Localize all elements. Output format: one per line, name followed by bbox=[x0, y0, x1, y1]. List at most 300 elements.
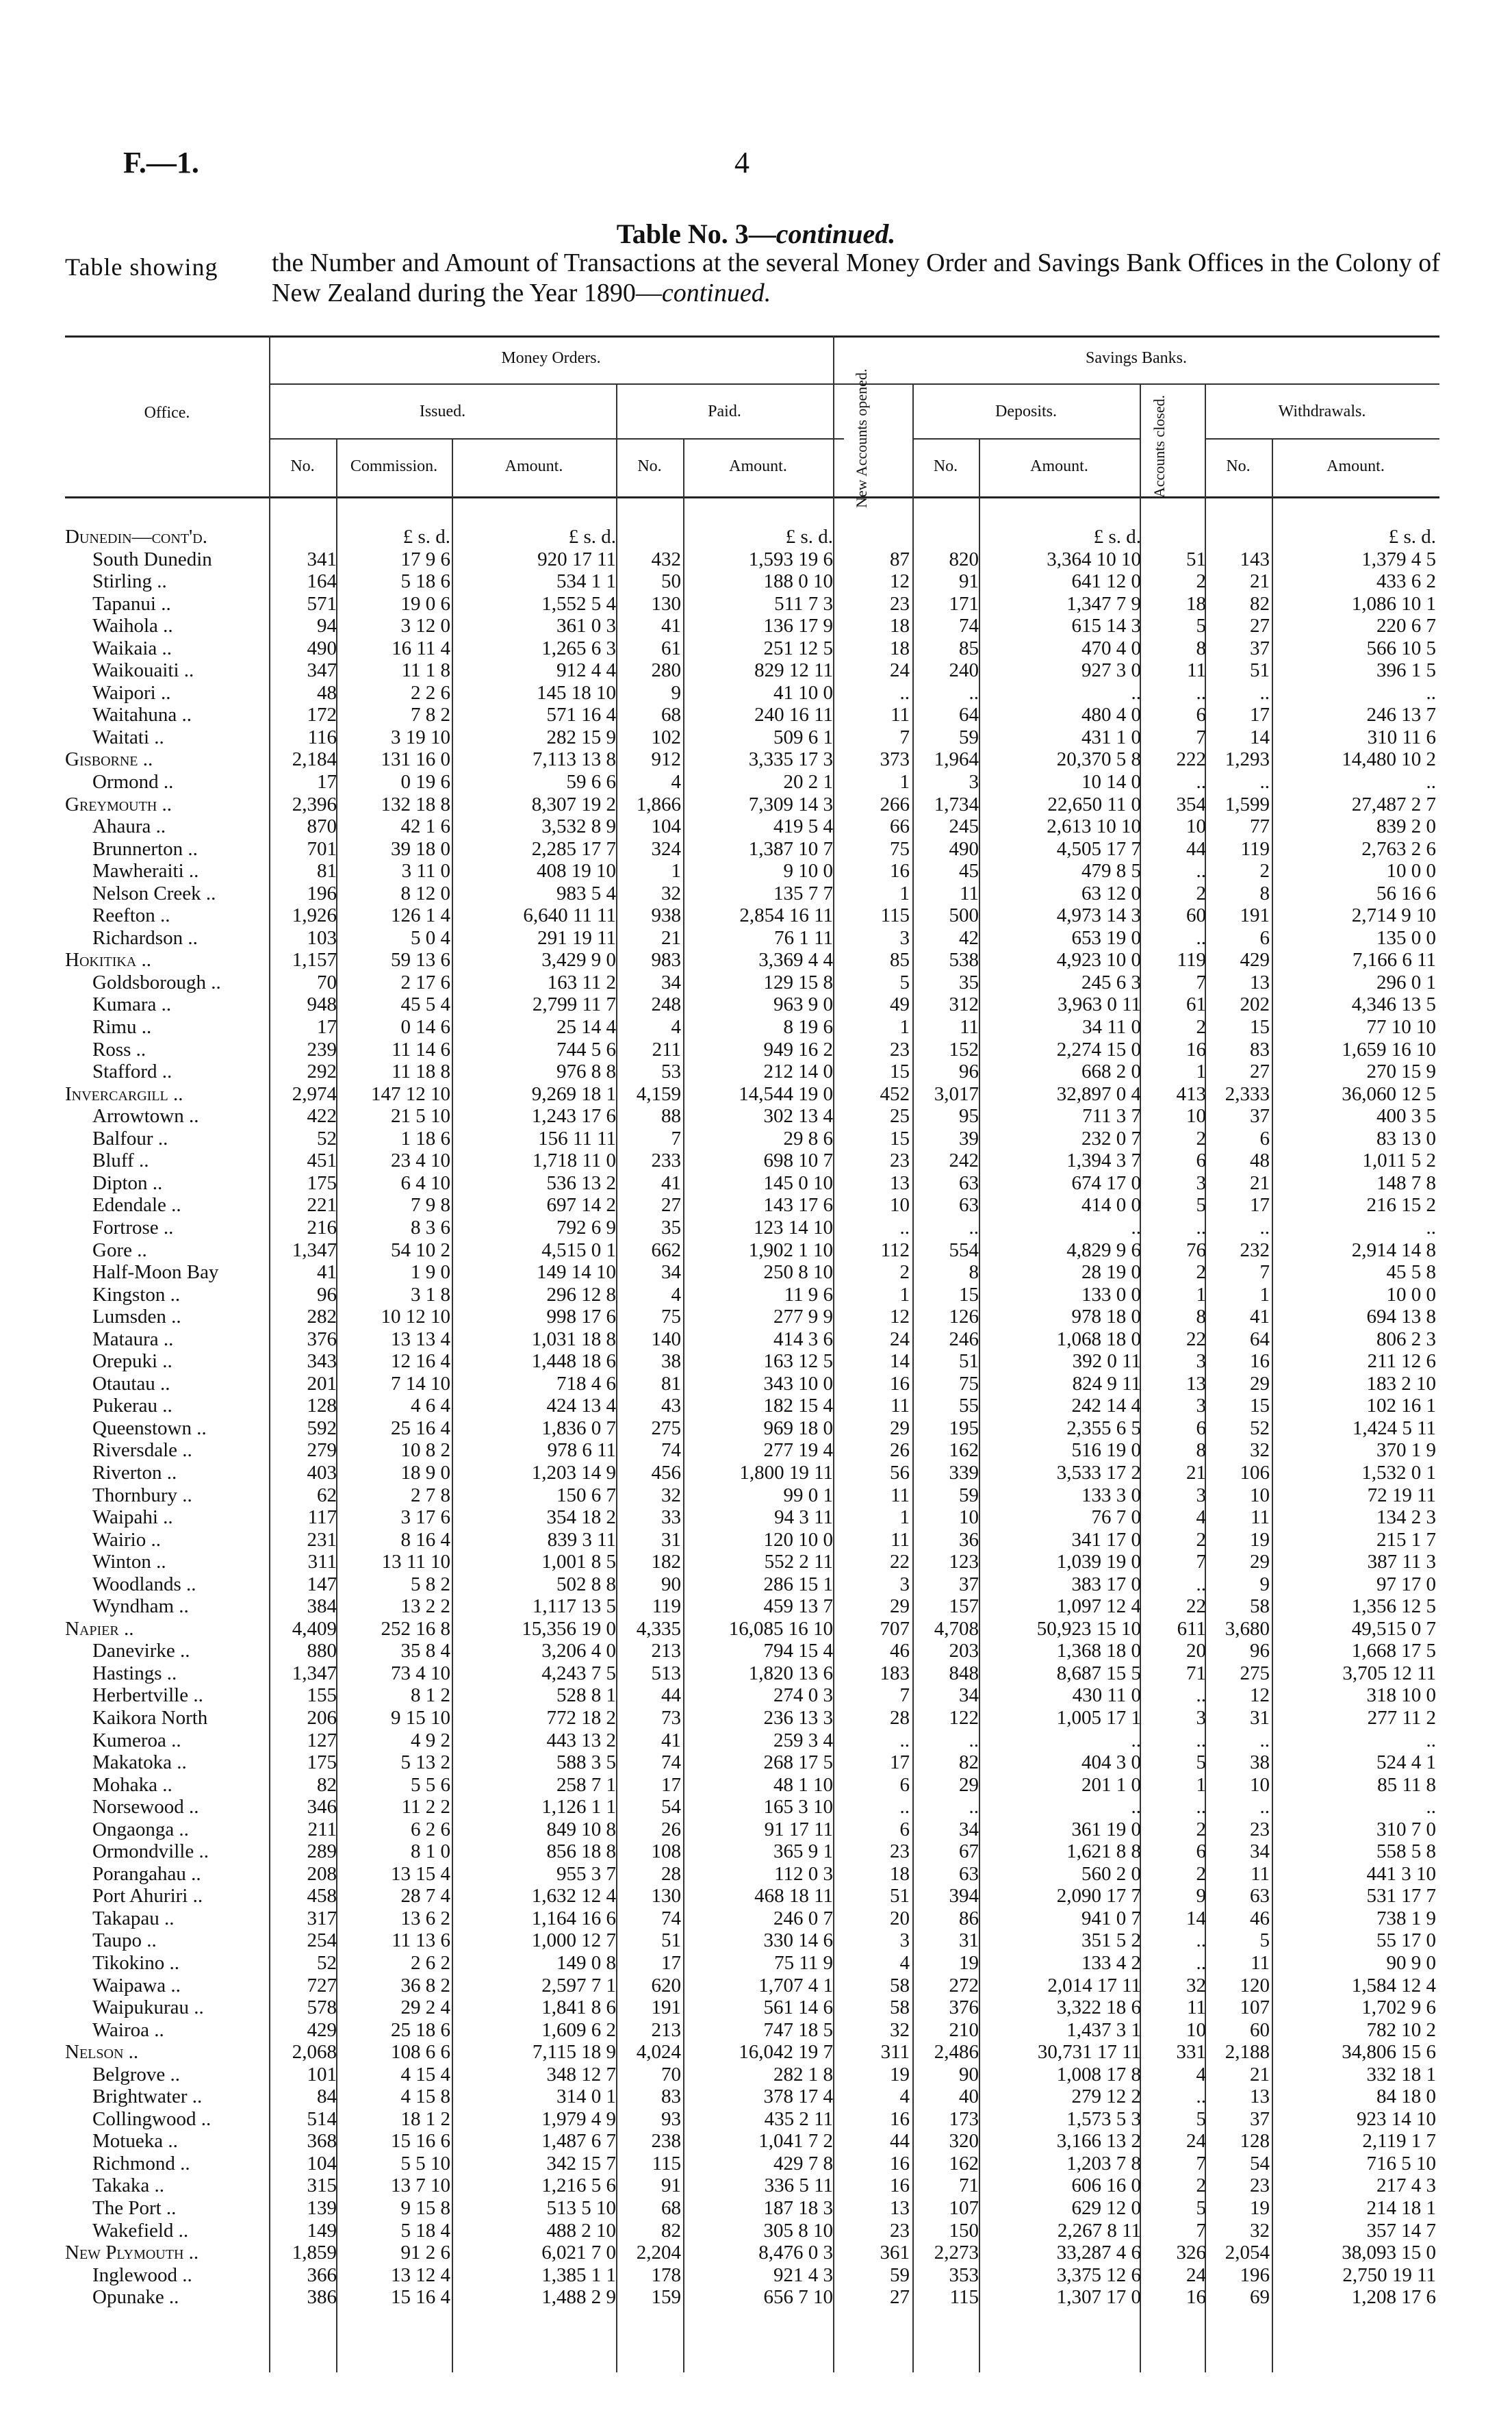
cell-issued-amount: 354 18 2 bbox=[546, 1506, 616, 1529]
cell-deposits-no: 95 bbox=[959, 1105, 979, 1128]
cell-office: Taupo .. bbox=[92, 1929, 157, 1952]
cell-commission: 126 1 4 bbox=[391, 904, 450, 927]
cell-paid-amount: 511 7 3 bbox=[774, 592, 833, 615]
cell-new-accounts: 2 bbox=[899, 1261, 910, 1284]
table-row bbox=[65, 1284, 1439, 1306]
cell-issued-amount: 744 5 6 bbox=[556, 1038, 616, 1061]
cell-accounts-closed: 1 bbox=[1196, 1061, 1206, 1083]
cell-commission: 25 18 6 bbox=[391, 2018, 450, 2041]
cell-commission: 73 4 10 bbox=[391, 1662, 450, 1684]
table-row bbox=[65, 615, 1439, 637]
cell-deposits-no: 71 bbox=[959, 2175, 979, 2197]
cell-issued-no: 103 bbox=[307, 926, 337, 949]
cell-accounts-closed: 6 bbox=[1196, 1150, 1206, 1172]
cell-issued-no: 571 bbox=[307, 592, 337, 615]
cell-accounts-closed: 32 bbox=[1186, 1974, 1206, 1996]
cell-paid-amount: 16,085 16 10 bbox=[728, 1617, 833, 1640]
cell-deposits-amount: 2,267 8 11 bbox=[1057, 2219, 1141, 2242]
cell-deposits-amount: 341 17 0 bbox=[1071, 1528, 1141, 1551]
cell-commission: 4 9 2 bbox=[411, 1729, 450, 1751]
cell-withdrawals-no: 23 bbox=[1250, 1818, 1270, 1840]
cell-office: Ahaura .. bbox=[92, 815, 166, 838]
cell-commission: 18 1 2 bbox=[400, 2107, 450, 2130]
cell-withdrawals-no: 21 bbox=[1250, 2063, 1270, 2086]
cell-deposits-amount: 63 12 0 bbox=[1081, 882, 1141, 904]
cell-commission: 5 13 2 bbox=[400, 1751, 450, 1774]
cell-paid-amount: 212 14 0 bbox=[763, 1061, 833, 1083]
cell-deposits-no: 157 bbox=[949, 1595, 979, 1618]
cell-office: Makatoka .. bbox=[92, 1751, 187, 1774]
cell-issued-no: 403 bbox=[307, 1461, 337, 1484]
cell-withdrawals-no: 32 bbox=[1250, 2219, 1270, 2242]
cell-new-accounts: 311 bbox=[880, 2041, 910, 2064]
cell-withdrawals-amount: 1,208 17 6 bbox=[1351, 2286, 1436, 2309]
cell-paid-no: 32 bbox=[661, 1484, 681, 1506]
cell-new-accounts: 58 bbox=[890, 1996, 910, 2019]
cell-paid-no: 1 bbox=[671, 860, 681, 883]
caption-lead: Table showing bbox=[65, 253, 218, 281]
cell-accounts-closed: 2 bbox=[1196, 1528, 1206, 1551]
cell-paid-no: 73 bbox=[661, 1706, 681, 1729]
cell-deposits-amount: 516 19 0 bbox=[1071, 1439, 1141, 1462]
cell-issued-amount: 1,203 14 9 bbox=[531, 1461, 616, 1484]
cell-office: Mohaka .. bbox=[92, 1773, 172, 1796]
cell-deposits-amount: 3,322 18 6 bbox=[1056, 1996, 1141, 2019]
cell-paid-no: 191 bbox=[651, 1996, 681, 2019]
cell-accounts-closed: 5 bbox=[1196, 1751, 1206, 1774]
cell-commission: 5 5 10 bbox=[400, 2152, 450, 2175]
cell-office: Stirling .. bbox=[92, 570, 167, 593]
cell-paid-no: 4 bbox=[671, 1283, 681, 1306]
cell-new-accounts: 24 bbox=[890, 659, 910, 682]
cell-office: Otautau .. bbox=[92, 1372, 170, 1395]
page-number: 4 bbox=[734, 146, 749, 179]
cell-issued-no: 347 bbox=[307, 659, 337, 682]
column-header-issued-amount: Amount. bbox=[504, 457, 563, 475]
cell-withdrawals-no: 8 bbox=[1259, 882, 1270, 904]
cell-office: Ross .. bbox=[92, 1038, 146, 1061]
cell-paid-amount: 120 10 0 bbox=[763, 1528, 833, 1551]
cell-deposits-no: 86 bbox=[959, 1907, 979, 1929]
cell-issued-amount: 361 0 3 bbox=[556, 615, 616, 637]
cell-paid-no: 324 bbox=[651, 837, 681, 860]
cell-issued-no: 147 bbox=[307, 1573, 337, 1595]
cell-office: Lumsden .. bbox=[92, 1306, 181, 1328]
cell-deposits-amount: 414 0 0 bbox=[1081, 1194, 1141, 1217]
cell-new-accounts: 13 bbox=[890, 2197, 910, 2220]
cell-office: Kingston .. bbox=[92, 1283, 181, 1306]
cell-accounts-closed: 2 bbox=[1196, 1261, 1206, 1284]
cell-office: Waikaia .. bbox=[92, 637, 172, 659]
cell-issued-no: 948 bbox=[307, 993, 337, 1016]
cell-office: Waitati .. bbox=[92, 726, 164, 748]
cell-paid-no: 4,024 bbox=[636, 2041, 681, 2064]
cell-commission: 0 14 6 bbox=[400, 1016, 450, 1039]
cell-paid-amount: 123 14 10 bbox=[754, 1216, 833, 1239]
cell-issued-amount: 1,609 6 2 bbox=[541, 2018, 616, 2041]
cell-withdrawals-amount: 4,346 13 5 bbox=[1351, 993, 1436, 1016]
cell-issued-amount: 2,285 17 7 bbox=[531, 837, 616, 860]
cell-issued-amount: 1,632 12 4 bbox=[531, 1885, 616, 1907]
cell-withdrawals-no: 5 bbox=[1259, 1929, 1270, 1952]
cell-withdrawals-no: 38 bbox=[1250, 1751, 1270, 1774]
cell-deposits-amount: 4,923 10 0 bbox=[1056, 949, 1141, 972]
cell-paid-no: 41 bbox=[661, 1171, 681, 1194]
table-row bbox=[65, 2019, 1439, 2042]
cell-deposits-amount: 629 12 0 bbox=[1071, 2197, 1141, 2220]
column-header-accounts-closed: Accounts closed. bbox=[1151, 394, 1168, 498]
cell-accounts-closed: 2 bbox=[1196, 1127, 1206, 1150]
cell-office: Opunake .. bbox=[92, 2286, 179, 2309]
column-header-paid: Paid. bbox=[708, 403, 741, 420]
cell-commission: 6 2 6 bbox=[411, 1818, 450, 1840]
cell-withdrawals-no: 64 bbox=[1250, 1328, 1270, 1350]
cell-deposits-amount: 2,014 17 11 bbox=[1047, 1974, 1141, 1996]
cell-new-accounts: 13 bbox=[890, 1171, 910, 1194]
cell-withdrawals-no: 29 bbox=[1250, 1372, 1270, 1395]
cell-office: Rimu .. bbox=[92, 1016, 152, 1039]
table-row bbox=[65, 883, 1439, 905]
table-row bbox=[65, 2086, 1439, 2108]
cell-withdrawals-no: 58 bbox=[1250, 1595, 1270, 1618]
cell-paid-no: 108 bbox=[651, 1840, 681, 1863]
cell-issued-no: 451 bbox=[307, 1150, 337, 1172]
cell-paid-no: 90 bbox=[661, 1573, 681, 1595]
cell-paid-amount: 259 3 4 bbox=[773, 1729, 833, 1751]
header-bottom-rule bbox=[65, 496, 1439, 498]
cell-withdrawals-no: 12 bbox=[1250, 1684, 1270, 1707]
cell-deposits-amount: 279 12 2 bbox=[1071, 2086, 1141, 2108]
cell-withdrawals-no: 82 bbox=[1250, 592, 1270, 615]
cell-office: The Port .. bbox=[92, 2197, 177, 2220]
cell-commission: 3 11 0 bbox=[401, 860, 450, 883]
cell-deposits-amount: .. bbox=[1131, 1216, 1141, 1239]
cell-paid-amount: 365 9 1 bbox=[773, 1840, 833, 1863]
cell-commission: 132 18 8 bbox=[381, 793, 450, 815]
cell-paid-amount: 963 9 0 bbox=[773, 993, 833, 1016]
cell-deposits-amount: 978 18 0 bbox=[1071, 1306, 1141, 1328]
cell-issued-amount: 3,206 4 0 bbox=[541, 1640, 616, 1662]
cell-deposits-amount: 606 16 0 bbox=[1071, 2175, 1141, 2197]
cell-withdrawals-no: 96 bbox=[1250, 1640, 1270, 1662]
cell-paid-no: 182 bbox=[651, 1551, 681, 1573]
cell-paid-no: 35 bbox=[661, 1216, 681, 1239]
cell-new-accounts: 22 bbox=[890, 1551, 910, 1573]
cell-deposits-no: 45 bbox=[959, 860, 979, 883]
cell-paid-no: 983 bbox=[651, 949, 681, 972]
cell-withdrawals-amount: .. bbox=[1426, 1796, 1436, 1818]
cell-issued-no: 17 bbox=[317, 1016, 337, 1039]
cell-commission: 6 4 10 bbox=[400, 1171, 450, 1194]
table-row bbox=[65, 1306, 1439, 1328]
cell-accounts-closed: 331 bbox=[1176, 2041, 1206, 2064]
cell-accounts-closed: 21 bbox=[1186, 1461, 1206, 1484]
cell-issued-amount: 149 0 8 bbox=[556, 1952, 616, 1974]
cell-issued-amount: 314 0 1 bbox=[556, 2086, 616, 2108]
cell-new-accounts: 27 bbox=[890, 2286, 910, 2309]
cell-paid-amount: 112 0 3 bbox=[774, 1862, 833, 1885]
table-row bbox=[65, 526, 1439, 548]
cell-new-accounts: .. bbox=[899, 1729, 910, 1751]
cell-accounts-closed: 7 bbox=[1196, 2152, 1206, 2175]
cell-office: Norsewood .. bbox=[92, 1796, 199, 1818]
cell-deposits-amount: 404 3 0 bbox=[1081, 1751, 1141, 1774]
cell-office: Stafford .. bbox=[92, 1061, 172, 1083]
cell-accounts-closed: 119 bbox=[1177, 949, 1206, 972]
unit-label: £ s. d. bbox=[568, 526, 616, 548]
cell-withdrawals-no: 31 bbox=[1250, 1706, 1270, 1729]
cell-issued-no: 701 bbox=[307, 837, 337, 860]
cell-issued-no: 82 bbox=[317, 1773, 337, 1796]
cell-issued-no: 84 bbox=[317, 2086, 337, 2108]
cell-issued-amount: 1,488 2 9 bbox=[541, 2286, 616, 2309]
cell-new-accounts: 3 bbox=[899, 926, 910, 949]
cell-paid-amount: 188 0 10 bbox=[763, 570, 833, 593]
cell-paid-no: 34 bbox=[661, 971, 681, 993]
cell-deposits-amount: 20,370 5 8 bbox=[1056, 748, 1141, 771]
cell-deposits-no: 394 bbox=[949, 1885, 979, 1907]
cell-commission: 16 11 4 bbox=[392, 637, 450, 659]
cell-issued-amount: 588 3 5 bbox=[556, 1751, 616, 1774]
cell-paid-amount: 1,593 19 6 bbox=[748, 548, 833, 570]
column-header-withdrawals-amount: Amount. bbox=[1327, 457, 1385, 475]
cell-withdrawals-no: 1,293 bbox=[1225, 748, 1270, 771]
cell-withdrawals-amount: 1,379 4 5 bbox=[1361, 548, 1436, 570]
cell-paid-no: 93 bbox=[661, 2107, 681, 2130]
cell-paid-no: 21 bbox=[661, 926, 681, 949]
cell-deposits-no: .. bbox=[969, 681, 979, 704]
caption-body bbox=[272, 248, 1476, 308]
cell-withdrawals-no: .. bbox=[1259, 771, 1270, 794]
cell-paid-amount: 94 3 11 bbox=[774, 1506, 833, 1529]
cell-issued-no: 41 bbox=[317, 1261, 337, 1284]
cell-deposits-amount: 32,897 0 4 bbox=[1056, 1082, 1141, 1105]
cell-paid-no: 102 bbox=[651, 726, 681, 748]
cell-paid-no: 41 bbox=[661, 615, 681, 637]
cell-commission: 28 7 4 bbox=[400, 1885, 450, 1907]
cell-accounts-closed: 22 bbox=[1186, 1328, 1206, 1350]
table-row bbox=[65, 2153, 1439, 2175]
cell-withdrawals-amount: 211 12 6 bbox=[1367, 1350, 1436, 1373]
table-row bbox=[65, 1373, 1439, 1395]
column-header-savings-banks: Savings Banks. bbox=[1085, 349, 1187, 367]
table-row bbox=[65, 794, 1439, 816]
cell-withdrawals-amount: 782 10 2 bbox=[1366, 2018, 1436, 2041]
table-row bbox=[65, 1462, 1439, 1484]
cell-paid-no: 88 bbox=[661, 1105, 681, 1128]
cell-new-accounts: 6 bbox=[899, 1818, 910, 1840]
cell-withdrawals-amount: 77 10 10 bbox=[1366, 1016, 1436, 1039]
cell-deposits-amount: 674 17 0 bbox=[1071, 1171, 1141, 1194]
cell-paid-no: 275 bbox=[651, 1417, 681, 1439]
table-row bbox=[65, 1150, 1439, 1172]
cell-issued-no: 164 bbox=[307, 570, 337, 593]
cell-deposits-no: 272 bbox=[949, 1974, 979, 1996]
cell-commission: 13 7 10 bbox=[391, 2175, 450, 2197]
table-row bbox=[65, 1016, 1439, 1039]
cell-deposits-no: 376 bbox=[949, 1996, 979, 2019]
cell-paid-amount: 1,800 19 11 bbox=[739, 1461, 833, 1484]
cell-office: Takapau .. bbox=[92, 1907, 175, 1929]
cell-deposits-no: 240 bbox=[949, 659, 979, 682]
cell-issued-no: 368 bbox=[307, 2130, 337, 2153]
cell-paid-amount: 1,707 4 1 bbox=[758, 1974, 833, 1996]
table-row bbox=[65, 1573, 1439, 1596]
cell-paid-no: 238 bbox=[651, 2130, 681, 2153]
cell-commission: 7 8 2 bbox=[411, 704, 450, 726]
table-row bbox=[65, 1863, 1439, 1886]
cell-withdrawals-no: 29 bbox=[1250, 1551, 1270, 1573]
cell-deposits-no: 59 bbox=[959, 1484, 979, 1506]
cell-issued-no: 870 bbox=[307, 815, 337, 838]
cell-new-accounts: 112 bbox=[880, 1239, 910, 1261]
table-row bbox=[65, 637, 1439, 660]
cell-deposits-no: 245 bbox=[949, 815, 979, 838]
cell-withdrawals-no: 37 bbox=[1250, 637, 1270, 659]
cell-paid-no: 938 bbox=[651, 904, 681, 927]
table-row bbox=[65, 993, 1439, 1016]
cell-new-accounts: 11 bbox=[890, 1528, 910, 1551]
cell-office: Riverton .. bbox=[92, 1461, 177, 1484]
cell-withdrawals-amount: 102 16 1 bbox=[1366, 1395, 1436, 1417]
cell-paid-amount: 9 10 0 bbox=[783, 860, 833, 883]
cell-paid-no: 33 bbox=[661, 1506, 681, 1529]
cell-issued-amount: 1,552 5 4 bbox=[541, 592, 616, 615]
cell-new-accounts: 23 bbox=[890, 1038, 910, 1061]
cell-paid-amount: 286 15 1 bbox=[763, 1573, 833, 1595]
cell-office: Queenstown .. bbox=[92, 1417, 207, 1439]
cell-withdrawals-no: 10 bbox=[1250, 1484, 1270, 1506]
cell-paid-no: 456 bbox=[651, 1461, 681, 1484]
cell-issued-no: 341 bbox=[307, 548, 337, 570]
cell-new-accounts: 49 bbox=[890, 993, 910, 1016]
cell-new-accounts: 23 bbox=[890, 1150, 910, 1172]
cell-issued-amount: 772 18 2 bbox=[546, 1706, 616, 1729]
cell-deposits-no: 123 bbox=[949, 1551, 979, 1573]
cell-accounts-closed: 71 bbox=[1186, 1662, 1206, 1684]
header-sub-rule bbox=[1205, 438, 1439, 440]
cell-accounts-closed: .. bbox=[1196, 1729, 1206, 1751]
cell-paid-amount: 250 8 10 bbox=[763, 1261, 833, 1284]
cell-office: Waihola .. bbox=[92, 615, 173, 637]
cell-issued-no: 2,068 bbox=[292, 2041, 337, 2064]
cell-issued-no: 2,184 bbox=[292, 748, 337, 771]
cell-withdrawals-no: 37 bbox=[1250, 2107, 1270, 2130]
cell-issued-amount: 258 7 1 bbox=[556, 1773, 616, 1796]
cell-commission: 39 18 0 bbox=[391, 837, 450, 860]
table-row bbox=[65, 1885, 1439, 1907]
cell-issued-no: 216 bbox=[307, 1216, 337, 1239]
cell-commission: 11 18 8 bbox=[392, 1061, 450, 1083]
cell-accounts-closed: 2 bbox=[1196, 570, 1206, 593]
cell-withdrawals-amount: 45 5 8 bbox=[1386, 1261, 1436, 1284]
cell-withdrawals-amount: 135 0 0 bbox=[1376, 926, 1436, 949]
cell-paid-amount: 698 10 7 bbox=[763, 1150, 833, 1172]
table-row bbox=[65, 2108, 1439, 2131]
cell-issued-amount: 1,979 4 9 bbox=[541, 2107, 616, 2130]
cell-paid-no: 662 bbox=[651, 1239, 681, 1261]
cell-accounts-closed: 7 bbox=[1196, 2219, 1206, 2242]
cell-deposits-amount: 361 19 0 bbox=[1071, 1818, 1141, 1840]
cell-commission: 45 5 4 bbox=[400, 993, 450, 1016]
cell-office: Riversdale .. bbox=[92, 1439, 192, 1462]
cell-accounts-closed: 5 bbox=[1196, 2107, 1206, 2130]
cell-paid-no: 74 bbox=[661, 1751, 681, 1774]
cell-issued-no: 254 bbox=[307, 1929, 337, 1952]
cell-issued-no: 4,409 bbox=[292, 1617, 337, 1640]
cell-deposits-no: 312 bbox=[949, 993, 979, 1016]
cell-issued-amount: 513 5 10 bbox=[546, 2197, 616, 2220]
cell-issued-amount: 2,597 7 1 bbox=[541, 1974, 616, 1996]
cell-deposits-no: 40 bbox=[959, 2086, 979, 2108]
cell-accounts-closed: 6 bbox=[1196, 1417, 1206, 1439]
cell-issued-amount: 4,515 0 1 bbox=[541, 1239, 616, 1261]
cell-commission: 5 18 6 bbox=[400, 570, 450, 593]
table-row bbox=[65, 1996, 1439, 2019]
cell-withdrawals-amount: 400 3 5 bbox=[1376, 1105, 1436, 1128]
cell-withdrawals-amount: 83 13 0 bbox=[1376, 1127, 1436, 1150]
cell-commission: 1 18 6 bbox=[400, 1127, 450, 1150]
cell-deposits-no: 107 bbox=[949, 2197, 979, 2220]
cell-paid-amount: 435 2 11 bbox=[764, 2107, 833, 2130]
cell-paid-no: 70 bbox=[661, 2063, 681, 2086]
cell-commission: 42 1 6 bbox=[400, 815, 450, 838]
cell-commission: 108 6 6 bbox=[391, 2041, 450, 2064]
cell-paid-amount: 187 18 3 bbox=[763, 2197, 833, 2220]
cell-deposits-no: 8 bbox=[969, 1261, 979, 1284]
column-header-deposits: Deposits. bbox=[995, 403, 1057, 420]
table-row bbox=[65, 838, 1439, 861]
cell-withdrawals-no: 275 bbox=[1240, 1662, 1270, 1684]
cell-issued-amount: 1,031 18 8 bbox=[531, 1328, 616, 1350]
cell-issued-amount: 3,532 8 9 bbox=[541, 815, 616, 838]
table-row bbox=[65, 1328, 1439, 1351]
cell-accounts-closed: 7 bbox=[1196, 971, 1206, 993]
cell-issued-no: 1,926 bbox=[292, 904, 337, 927]
cell-issued-amount: 1,265 6 3 bbox=[541, 637, 616, 659]
cell-withdrawals-amount: 310 7 0 bbox=[1376, 1818, 1436, 1840]
cell-paid-no: 159 bbox=[651, 2286, 681, 2309]
cell-new-accounts: 12 bbox=[890, 1306, 910, 1328]
cell-commission: 1 9 0 bbox=[411, 1261, 450, 1284]
cell-issued-amount: 1,216 5 6 bbox=[541, 2175, 616, 2197]
cell-withdrawals-amount: 370 1 9 bbox=[1376, 1439, 1436, 1462]
cell-new-accounts: 19 bbox=[890, 2063, 910, 2086]
cell-deposits-amount: 3,166 13 2 bbox=[1056, 2130, 1141, 2153]
cell-new-accounts: 7 bbox=[899, 1684, 910, 1707]
cell-deposits-no: 242 bbox=[949, 1150, 979, 1172]
cell-withdrawals-amount: 296 0 1 bbox=[1376, 971, 1436, 993]
cell-withdrawals-amount: 318 10 0 bbox=[1366, 1684, 1436, 1707]
cell-deposits-amount: 560 2 0 bbox=[1081, 1862, 1141, 1885]
cell-new-accounts: 16 bbox=[890, 2152, 910, 2175]
cell-office: Bluff .. bbox=[92, 1150, 149, 1172]
table-row bbox=[65, 1975, 1439, 1997]
table-row bbox=[65, 1529, 1439, 1551]
cell-withdrawals-no: 21 bbox=[1250, 570, 1270, 593]
cell-commission: 8 1 0 bbox=[411, 1840, 450, 1863]
cell-withdrawals-amount: 277 11 2 bbox=[1367, 1706, 1436, 1729]
cell-office: Hokitika .. bbox=[65, 949, 152, 972]
cell-office: Wairio .. bbox=[92, 1528, 161, 1551]
cell-deposits-amount: 3,963 0 11 bbox=[1057, 993, 1141, 1016]
cell-issued-no: 175 bbox=[307, 1171, 337, 1194]
cell-withdrawals-no: 106 bbox=[1240, 1461, 1270, 1484]
cell-paid-no: 68 bbox=[661, 2197, 681, 2220]
cell-accounts-closed: 9 bbox=[1196, 1885, 1206, 1907]
cell-withdrawals-amount: 36,060 12 5 bbox=[1342, 1082, 1436, 1105]
cell-deposits-amount: 2,613 10 10 bbox=[1047, 815, 1141, 838]
